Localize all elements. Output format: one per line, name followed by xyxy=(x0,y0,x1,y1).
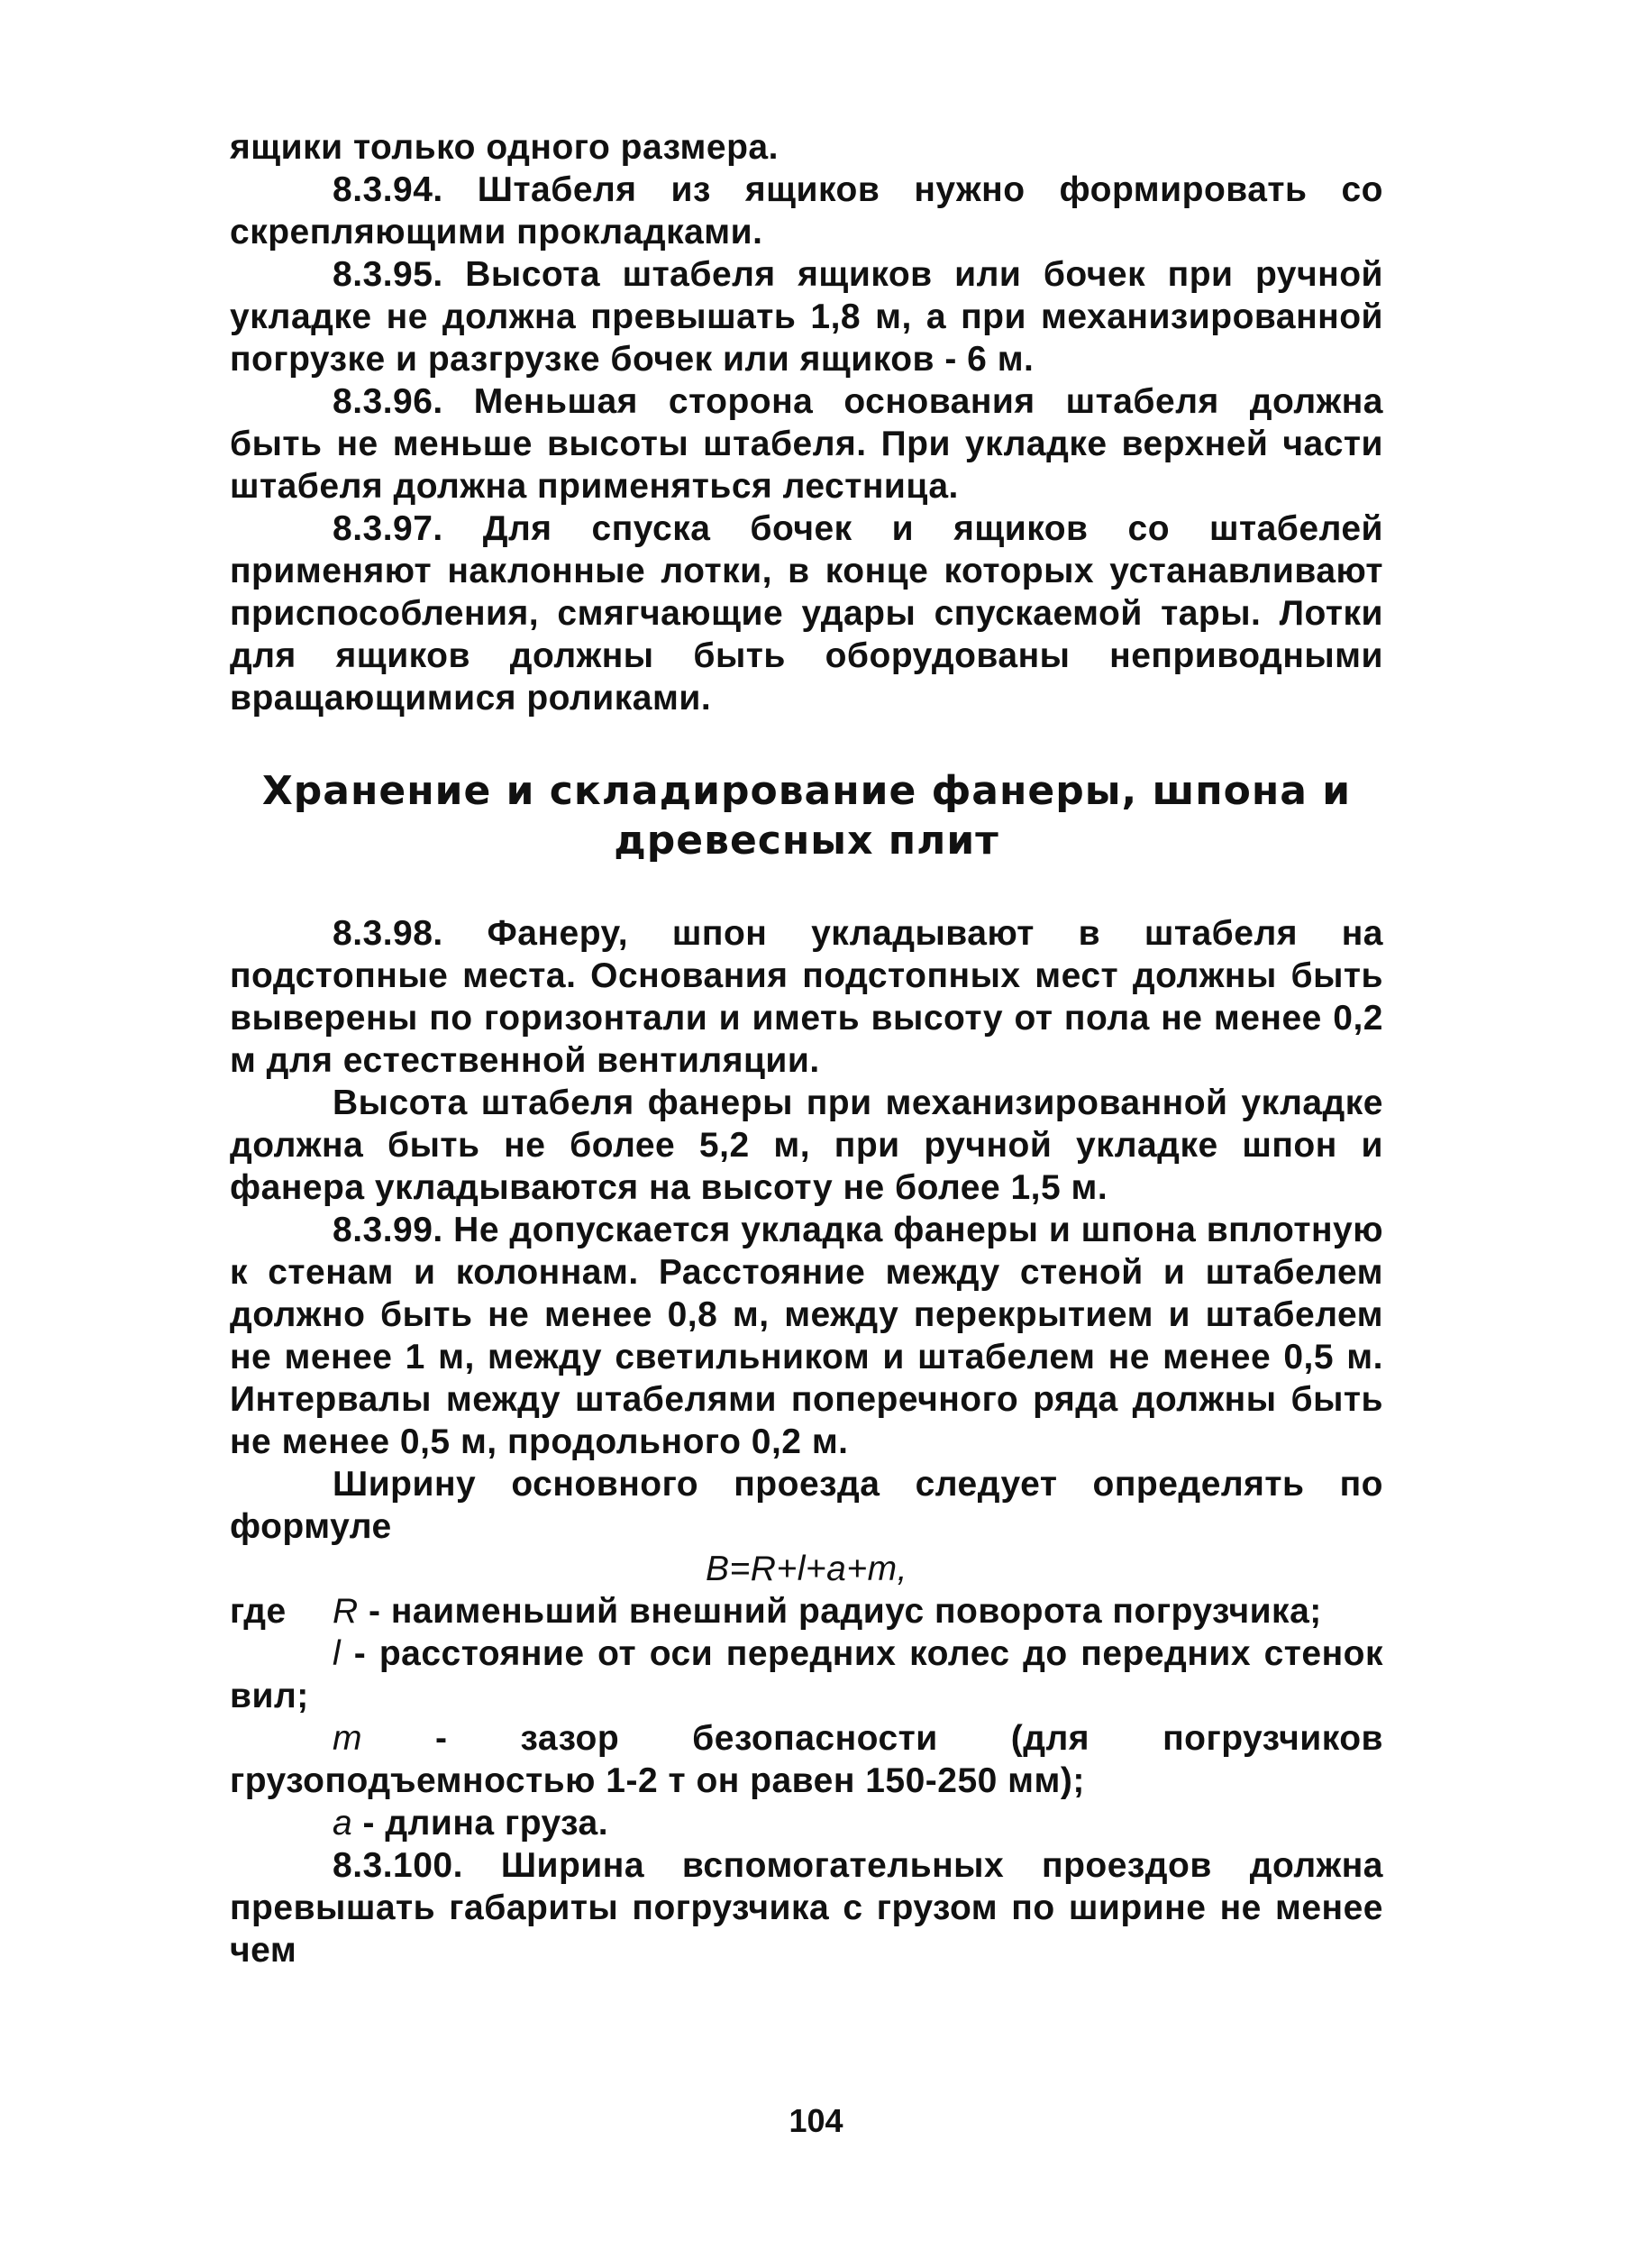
paragraph-8-3-97: 8.3.97. Для спуска бочек и ящиков со штабелей применяют наклонные лотки, в конце которых устанавливают приспособления, смягчающие удары спускаемой тары. Лотки для ящиков должны быть оборудованы неприводными вращающимися роликами. xyxy=(230,509,1383,718)
section-heading xyxy=(230,766,1383,865)
legend-symbol-a: a xyxy=(333,1804,353,1843)
bottom-text-block xyxy=(230,912,1383,1971)
section-heading-line-2: древесных плит xyxy=(614,818,999,864)
paragraph-8-3-98: 8.3.98. Фанеру, шпон укладывают в штабеля на подстопные места. Основания подстопных мест должны быть выверены по горизонтали и иметь высоту от пола не менее 0,2 м для естественной вентиляции. xyxy=(230,914,1383,1080)
legend-symbol-l: l xyxy=(333,1634,342,1673)
paragraph-8-3-95: 8.3.95. Высота штабеля ящиков или бочек при ручной укладке не должна превышать 1,8 м, а при механизированной погрузке и разгрузке бочек или ящиков - 6 м. xyxy=(230,255,1383,379)
legend-symbol-m: m xyxy=(333,1719,362,1758)
top-text-block xyxy=(230,126,1383,719)
legend-item-l xyxy=(230,1632,1383,1717)
formula: B=R+l+a+m, xyxy=(706,1550,907,1588)
legend-text-m: - зазор безопасности (для погрузчиков грузоподъемностью 1-2 т он равен 150-250 мм); xyxy=(230,1719,1383,1800)
legend-text-a: - длина груза. xyxy=(352,1804,609,1843)
legend-item-R xyxy=(230,1590,1383,1632)
page-number: 104 xyxy=(789,2102,843,2139)
legend-text-R: - наименьший внешний радиус поворота погрузчика; xyxy=(358,1592,1322,1631)
legend-where-label: где xyxy=(230,1592,287,1631)
paragraph-8-3-94: 8.3.94. Штабеля из ящиков нужно формировать со скрепляющими прокладками. xyxy=(230,170,1383,251)
paragraph-formula-intro: Ширину основного проезда следует определять по формуле xyxy=(230,1465,1383,1546)
paragraph-8-3-100: 8.3.100. Ширина вспомогательных проездов должна превышать габариты погрузчика с грузом по ширине не менее чем xyxy=(230,1846,1383,1970)
paragraph-8-3-99: 8.3.99. Не допускается укладка фанеры и шпона вплотную к стенам и колоннам. Расстояние между стеной и штабелем должно быть не менее 0,8 м, между перекрытием и штабелем не менее 1 м, между светильником и штабелем не менее 0,5 м. Интервалы между штабелями поперечного ряда должны быть не менее 0,5 м, продольного 0,2 м. xyxy=(230,1211,1383,1461)
legend-item-m xyxy=(230,1717,1383,1802)
paragraph-8-3-96: 8.3.96. Меньшая сторона основания штабеля должна быть не меньше высоты штабеля. При укладке верхней части штабеля должна применяться лестница. xyxy=(230,382,1383,506)
legend-item-a xyxy=(230,1802,1383,1844)
legend-text-l: - расстояние от оси передних колес до передних стенок вил; xyxy=(230,1634,1383,1715)
paragraph-continuation: ящики только одного размера. xyxy=(230,128,779,167)
paragraph-stack-height: Высота штабеля фанеры при механизированной укладке должна быть не более 5,2 м, при ручной укладке шпон и фанера укладываются на высоту не более 1,5 м. xyxy=(230,1084,1383,1207)
legend-symbol-R: R xyxy=(333,1592,359,1631)
section-heading-line-1: Хранение и складирование фанеры, шпона и xyxy=(261,768,1352,814)
